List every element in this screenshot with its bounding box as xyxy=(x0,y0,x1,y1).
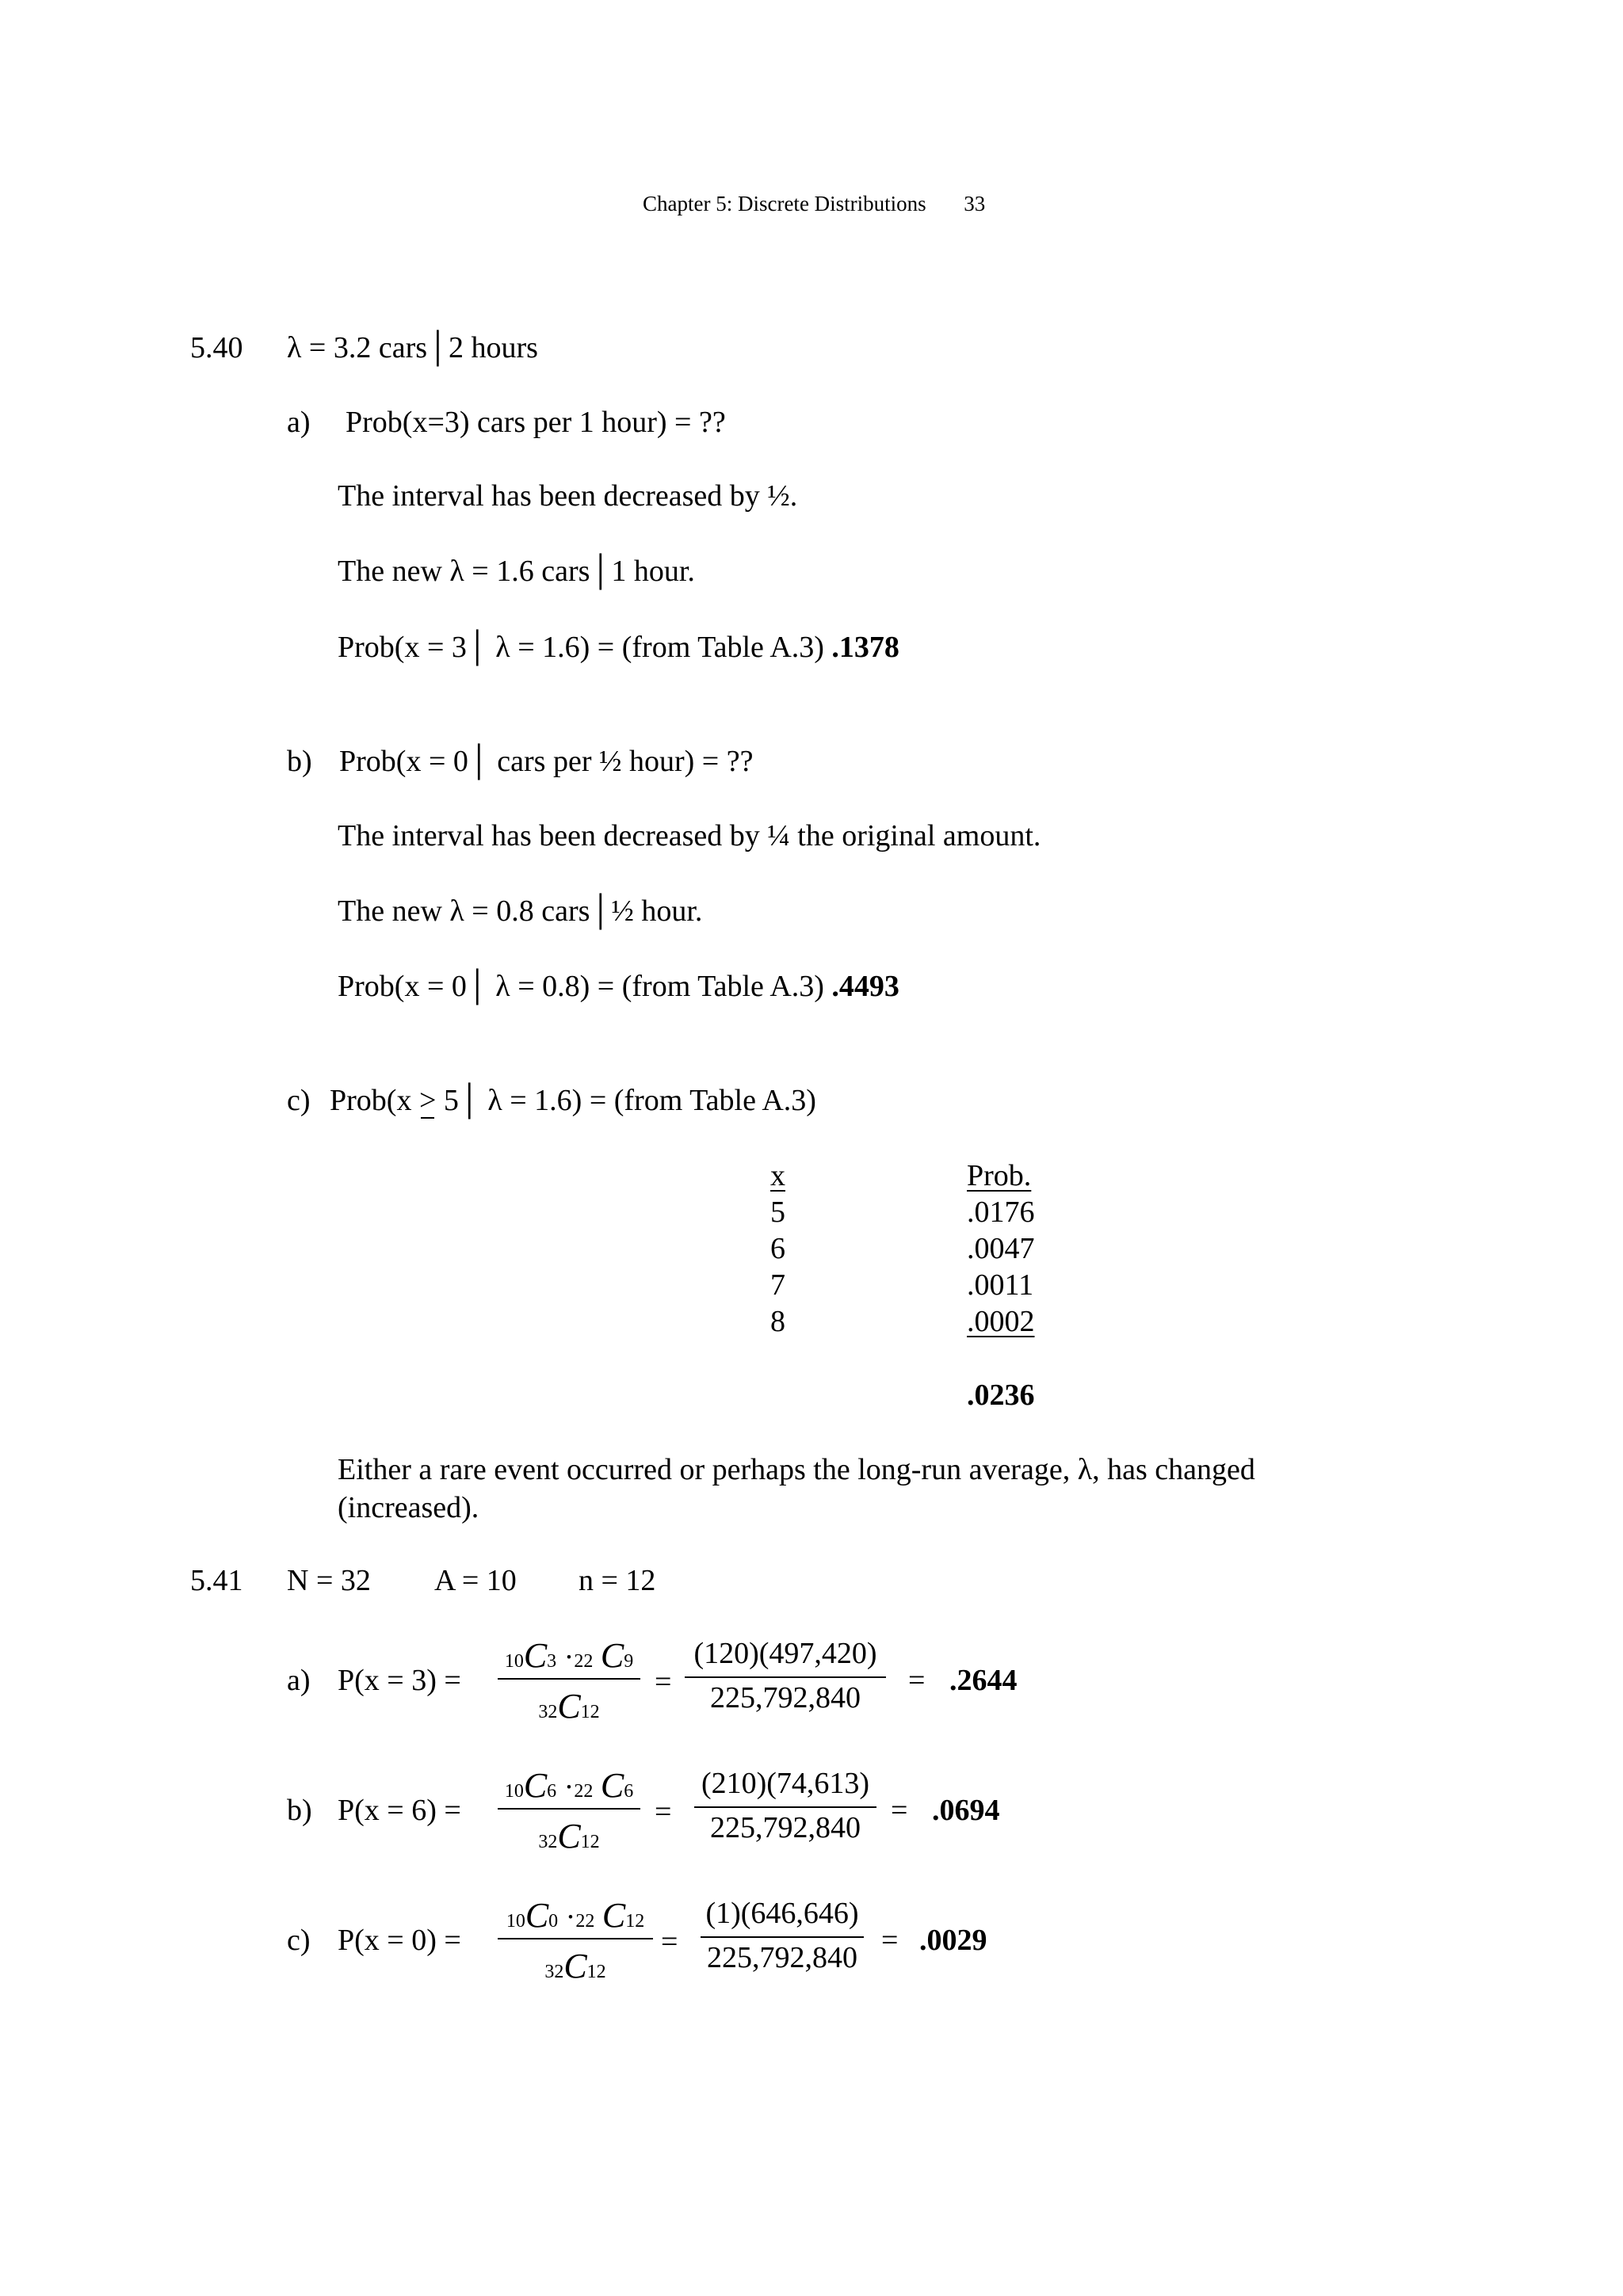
table-cell-prob: .0047 xyxy=(967,1232,1035,1265)
table-cell-x: 6 xyxy=(770,1232,785,1265)
result-expression: Prob(x = 0│ λ = 0.8) = (from Table A.3) xyxy=(338,970,832,1003)
page-number: 33 xyxy=(964,192,986,215)
combination-numerator: 10C0 ·22 C12 xyxy=(506,1896,645,1935)
table-cell-prob: .0011 xyxy=(967,1268,1034,1302)
value-denominator: 225,792,840 xyxy=(710,1811,861,1844)
table-cell-prob: .0176 xyxy=(967,1196,1035,1229)
result-line xyxy=(338,971,899,1001)
table-cell-x: 8 xyxy=(770,1305,785,1338)
part-label: b) xyxy=(287,1794,312,1827)
result-answer: .0029 xyxy=(919,1924,987,1957)
fraction-bar xyxy=(498,1678,640,1680)
table-total: .0236 xyxy=(967,1379,1035,1412)
problem-number: 5.40 xyxy=(190,331,243,364)
equals-sign: = xyxy=(891,1794,908,1827)
param-n: n = 12 xyxy=(579,1564,656,1597)
greater-or-equal-symbol: > xyxy=(418,1084,437,1117)
table-header-x: x xyxy=(770,1159,785,1192)
explanation-line: The interval has been decreased by ¼ the original amount. xyxy=(338,819,1041,852)
problem-number: 5.41 xyxy=(190,1564,243,1597)
param-A: A = 10 xyxy=(434,1564,517,1597)
equals-sign: = xyxy=(655,1795,672,1829)
part-label: b) xyxy=(287,745,312,778)
equals-sign: = xyxy=(655,1665,672,1699)
table-header-prob: Prob. xyxy=(967,1159,1032,1192)
fraction-bar xyxy=(498,1938,653,1939)
fraction-bar xyxy=(498,1808,640,1810)
fraction-bar xyxy=(701,1936,864,1938)
value-numerator: (1)(646,646) xyxy=(705,1897,859,1930)
part-label: c) xyxy=(287,1084,311,1117)
part-question: Prob(x = 0│ cars per ½ hour) = ?? xyxy=(339,745,754,778)
conclusion-line: (increased). xyxy=(338,1491,479,1524)
combination-numerator: 10C6 ·22 C6 xyxy=(504,1766,634,1805)
explanation-line: The new λ = 1.6 cars│1 hour. xyxy=(338,555,695,588)
chapter-title: Chapter 5: Discrete Distributions xyxy=(643,192,926,215)
value-numerator: (120)(497,420) xyxy=(693,1637,877,1670)
explanation-line: The interval has been decreased by ½. xyxy=(338,479,798,513)
result-answer: .4493 xyxy=(831,970,899,1003)
fraction-bar xyxy=(685,1676,886,1678)
value-numerator: (210)(74,613) xyxy=(701,1767,870,1800)
part-label: a) xyxy=(287,1664,311,1697)
equals-sign: = xyxy=(881,1924,899,1957)
param-N: N = 32 xyxy=(287,1564,371,1597)
part-question: Prob(x=3) cars per 1 hour) = ?? xyxy=(346,406,726,439)
combination-denominator: 32C12 xyxy=(538,1817,600,1855)
probability-lhs: P(x = 0) = xyxy=(338,1924,461,1957)
result-answer: .2644 xyxy=(949,1664,1018,1697)
combination-denominator: 32C12 xyxy=(538,1687,600,1726)
value-denominator: 225,792,840 xyxy=(707,1941,857,1974)
probability-lhs: P(x = 6) = xyxy=(338,1794,461,1827)
value-denominator: 225,792,840 xyxy=(710,1681,861,1714)
conclusion-line: Either a rare event occurred or perhaps the long-run average, λ, has changed xyxy=(338,1453,1255,1486)
part-question: Prob(x > 5│ λ = 1.6) = (from Table A.3) xyxy=(330,1084,816,1117)
equals-sign: = xyxy=(661,1925,678,1958)
part-label: a) xyxy=(287,406,311,439)
part-label: c) xyxy=(287,1924,311,1957)
running-header xyxy=(643,193,985,215)
table-cell-x: 7 xyxy=(770,1268,785,1302)
result-answer: .0694 xyxy=(932,1794,1000,1827)
result-line xyxy=(338,632,899,662)
table-cell-prob: .0002 xyxy=(967,1305,1035,1338)
problem-given: λ = 3.2 cars│2 hours xyxy=(287,331,538,364)
combination-denominator: 32C12 xyxy=(544,1947,606,1985)
combination-numerator: 10C3 ·22 C9 xyxy=(504,1636,634,1675)
probability-lhs: P(x = 3) = xyxy=(338,1664,461,1697)
result-answer: .1378 xyxy=(831,631,899,664)
equals-sign: = xyxy=(908,1664,926,1697)
table-cell-x: 5 xyxy=(770,1196,785,1229)
fraction-bar xyxy=(694,1806,876,1808)
explanation-line: The new λ = 0.8 cars│½ hour. xyxy=(338,894,703,928)
result-expression: Prob(x = 3│ λ = 1.6) = (from Table A.3) xyxy=(338,631,832,664)
